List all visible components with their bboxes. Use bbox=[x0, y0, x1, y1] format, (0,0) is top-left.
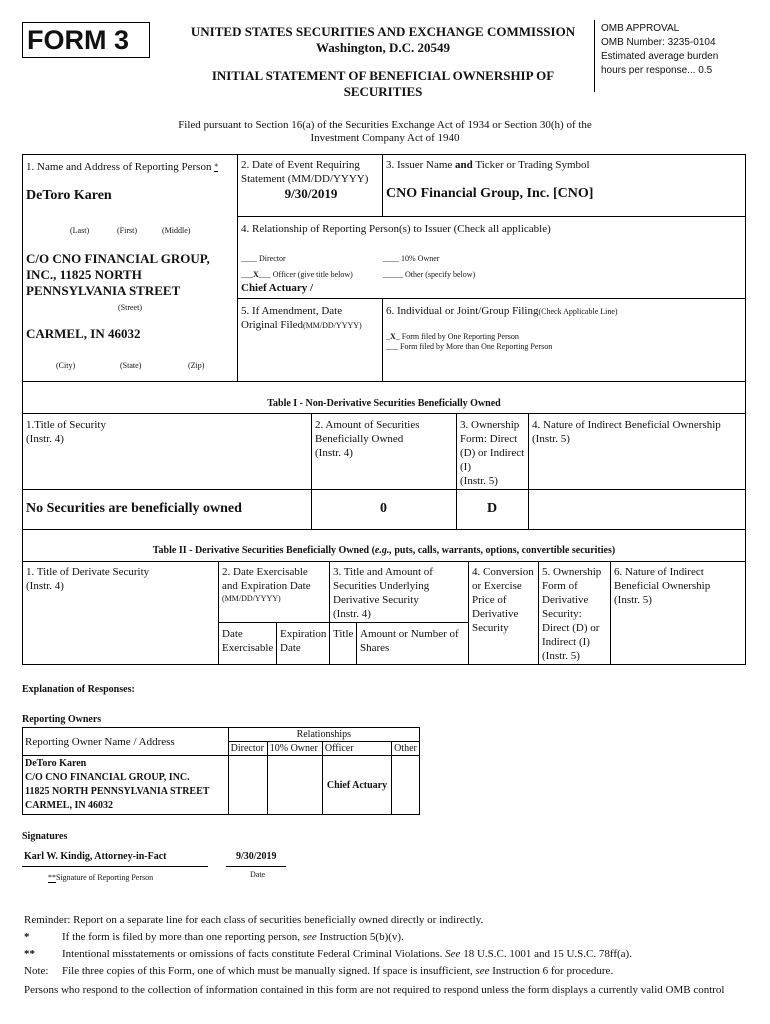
t1-row-amount: 0 bbox=[380, 501, 387, 516]
t2-c5-l1: 5. Ownership bbox=[542, 566, 602, 578]
t2-title-sub: Title bbox=[333, 628, 354, 640]
omb-title: OMB APPROVAL bbox=[601, 23, 680, 34]
ro-col-other: Other bbox=[392, 742, 420, 756]
t2-c5-l4: Security: bbox=[542, 608, 582, 620]
footer-note-label: Note: bbox=[24, 965, 49, 977]
t1-col3-l4: (I) bbox=[460, 461, 471, 473]
t2-c3-l1: 3. Title and Amount of bbox=[333, 566, 433, 578]
agency-city: Washington, D.C. 20549 bbox=[316, 40, 450, 55]
filing-one-person: _X_ Form filed by One Reporting Person bbox=[386, 332, 519, 341]
footer-star1-mark: * bbox=[24, 931, 30, 943]
ro-other-value bbox=[392, 756, 420, 815]
label-first: (First) bbox=[117, 226, 137, 235]
label-street: (Street) bbox=[118, 303, 142, 312]
relationship-other: _____ Other (specify below) bbox=[383, 270, 476, 279]
ro-col-director: Director bbox=[228, 742, 267, 756]
table2-title: Table II - Derivative Securities Beneficially Owned (e.g., puts, calls, warrants, options, convertible securities) bbox=[152, 545, 616, 556]
filed-pursuant-line2: Investment Company Act of 1940 bbox=[310, 132, 460, 144]
t1-col3-l2: Form: Direct bbox=[460, 433, 518, 445]
filing-multiple-persons: ___ Form filed by More than One Reporting Person bbox=[386, 342, 553, 351]
reporting-owners-heading: Reporting Owners bbox=[22, 714, 102, 725]
omb-number: OMB Number: 3235-0104 bbox=[601, 37, 716, 48]
t2-c5-l7: (Instr. 5) bbox=[542, 650, 580, 662]
ro-officer-value: Chief Actuary bbox=[322, 756, 391, 815]
box4-label: 4. Relationship of Reporting Person(s) to Issuer (Check all applicable) bbox=[241, 223, 551, 235]
ro-name-line2: C/O CNO FINANCIAL GROUP, INC. bbox=[25, 772, 190, 783]
box5-label-line1: 5. If Amendment, Date bbox=[241, 305, 343, 317]
relationship-director: ____ Director bbox=[241, 254, 286, 263]
ro-col-10pct: 10% Owner bbox=[267, 742, 322, 756]
t2-exp-l2: Date bbox=[280, 642, 301, 654]
ro-col-officer: Officer bbox=[322, 742, 391, 756]
t1-col1-l1: 1.Title of Security bbox=[26, 419, 106, 431]
t1-col3-l5: (Instr. 5) bbox=[460, 475, 498, 487]
t2-c3-l2: Securities Underlying bbox=[333, 580, 430, 592]
explanation-heading: Explanation of Responses: bbox=[22, 684, 135, 695]
box3-label: 3. Issuer Name and Ticker or Trading Symbol bbox=[386, 159, 590, 171]
label-zip: (Zip) bbox=[188, 361, 205, 370]
table1-title: Table I - Non-Derivative Securities Beneficially Owned bbox=[267, 398, 501, 409]
t2-c5-l6: Indirect (I) bbox=[542, 636, 590, 648]
t1-col2-l1: 2. Amount of Securities bbox=[315, 419, 420, 431]
t1-col2-l3: (Instr. 4) bbox=[315, 447, 353, 459]
t2-c6-l1: 6. Nature of Indirect bbox=[614, 566, 704, 578]
ro-col-name: Reporting Owner Name / Address bbox=[23, 728, 229, 756]
address-line2: INC., 11825 NORTH bbox=[26, 267, 142, 282]
t1-col3-l1: 3. Ownership bbox=[460, 419, 520, 431]
t2-amount-l1: Amount or Number of bbox=[360, 628, 459, 640]
t2-exp-l1: Expiration bbox=[280, 628, 327, 640]
t2-c5-l5: Direct (D) or bbox=[542, 622, 600, 634]
label-city: (City) bbox=[56, 361, 76, 370]
signature-date: 9/30/2019 bbox=[236, 851, 277, 862]
date-label: Date bbox=[250, 870, 266, 879]
ro-10pct-value bbox=[267, 756, 322, 815]
signer-name: Karl W. Kindig, Attorney-in-Fact bbox=[24, 851, 167, 862]
box1-label: 1. Name and Address of Reporting Person * bbox=[26, 161, 219, 173]
agency-name: UNITED STATES SECURITIES AND EXCHANGE COMMISSION bbox=[190, 24, 576, 39]
ro-col-relationships: Relationships bbox=[228, 728, 419, 742]
t2-amount-l2: Shares bbox=[360, 642, 390, 654]
address-line3: PENNSYLVANIA STREET bbox=[26, 283, 181, 298]
reporting-person-name: DeToro Karen bbox=[26, 188, 112, 203]
box5-label-line2: Original Filed(MM/DD/YYYY) bbox=[241, 319, 362, 331]
t1-col2-l2: Beneficially Owned bbox=[315, 433, 404, 445]
footer-star2-mark: ** bbox=[24, 948, 35, 960]
t2-c2-l2: and Expiration Date bbox=[222, 580, 311, 592]
t1-col3-l3: (D) or Indirect bbox=[460, 447, 525, 459]
t2-c6-l3: (Instr. 5) bbox=[614, 594, 652, 606]
t2-c5-l3: Derivative bbox=[542, 594, 589, 606]
t1-col1-l2: (Instr. 4) bbox=[26, 433, 64, 445]
form-title-line1: INITIAL STATEMENT OF BENEFICIAL OWNERSHIP OF bbox=[211, 68, 555, 83]
footer-reminder: Reminder: Report on a separate line for each class of securities beneficially owned directly or indirectly. bbox=[24, 914, 484, 926]
t2-c3-l3: Derivative Security bbox=[333, 594, 419, 606]
box2-label-line1: 2. Date of Event Requiring bbox=[241, 159, 360, 171]
t1-row-form: D bbox=[486, 501, 498, 516]
form-label: FORM 3 bbox=[22, 22, 150, 58]
t1-col4-l2: (Instr. 5) bbox=[532, 433, 570, 445]
t2-c4-l4: Derivative bbox=[472, 608, 519, 620]
ro-name-line4: CARMEL, IN 46032 bbox=[25, 800, 114, 811]
box2-label-line2: Statement (MM/DD/YYYY) bbox=[241, 173, 369, 185]
label-middle: (Middle) bbox=[162, 226, 191, 235]
t2-c3-l4: (Instr. 4) bbox=[333, 608, 371, 620]
ro-director-value bbox=[228, 756, 267, 815]
officer-title: Chief Actuary / bbox=[241, 282, 314, 294]
ro-owner-cell bbox=[23, 756, 229, 815]
omb-burden-line1: Estimated average burden bbox=[601, 51, 719, 62]
city-state-zip: CARMEL, IN 46032 bbox=[26, 326, 141, 341]
signature-label: **Signature of Reporting Person bbox=[48, 873, 154, 882]
t2-c4-l5: Security bbox=[472, 622, 509, 634]
t2-c1-l1: 1. Title of Derivate Security bbox=[26, 566, 150, 578]
t2-c6-l2: Beneficial Ownership bbox=[614, 580, 711, 592]
relationship-10pct: ____ 10% Owner bbox=[383, 254, 440, 263]
address-line1: C/O CNO FINANCIAL GROUP, bbox=[26, 251, 210, 266]
relationship-officer: ___X___ Officer (give title below) bbox=[241, 270, 353, 279]
label-state: (State) bbox=[120, 361, 142, 370]
omb-burden-line2: hours per response... 0.5 bbox=[601, 65, 713, 76]
form-title-line2: SECURITIES bbox=[343, 84, 423, 99]
t2-c2-l3: (MM/DD/YYYY) bbox=[222, 594, 281, 603]
footer-star2-text: Intentional misstatements or omissions of facts constitute Federal Criminal Violations. See 18 U.S.C. 1001 and 15 U.S.C. 78ff(a). bbox=[62, 948, 632, 960]
event-date: 9/30/2019 bbox=[284, 186, 338, 201]
signatures-heading: Signatures bbox=[22, 831, 68, 842]
reporting-owners-table bbox=[22, 727, 420, 815]
t2-c1-l2: (Instr. 4) bbox=[26, 580, 64, 592]
t2-date-ex-l1: Date bbox=[222, 628, 243, 640]
t2-c4-l2: or Exercise bbox=[472, 580, 522, 592]
t2-c5-l2: Form of bbox=[542, 580, 578, 592]
label-last: (Last) bbox=[70, 226, 90, 235]
footer-note-text: File three copies of this Form, one of which must be manually signed. If space is insufficient, see Instruction 6 for procedure. bbox=[62, 965, 614, 977]
filed-pursuant-line1: Filed pursuant to Section 16(a) of the Securities Exchange Act of 1934 or Section 30(h) of the bbox=[178, 119, 592, 131]
footer-star1-text: If the form is filed by more than one reporting person, see Instruction 5(b)(v). bbox=[62, 931, 404, 943]
box6-label: 6. Individual or Joint/Group Filing(Check Applicable Line) bbox=[386, 305, 618, 317]
t1-col4-l1: 4. Nature of Indirect Beneficial Ownership bbox=[532, 419, 721, 431]
ro-name-line1: DeToro Karen bbox=[25, 758, 87, 769]
footer-persons: Persons who respond to the collection of information contained in this form are not required to respond unless the form displays a currently valid OMB control bbox=[24, 984, 725, 996]
t2-c2-l1: 2. Date Exercisable bbox=[222, 566, 308, 578]
t2-c4-l1: 4. Conversion bbox=[472, 566, 534, 578]
issuer-name: CNO Financial Group, Inc. [CNO] bbox=[386, 186, 594, 201]
ro-name-line3: 11825 NORTH PENNSYLVANIA STREET bbox=[25, 786, 210, 797]
t1-row-security: No Securities are beneficially owned bbox=[26, 501, 242, 516]
t2-c4-l3: Price of bbox=[472, 594, 507, 606]
t2-date-ex-l2: Exercisable bbox=[222, 642, 274, 654]
